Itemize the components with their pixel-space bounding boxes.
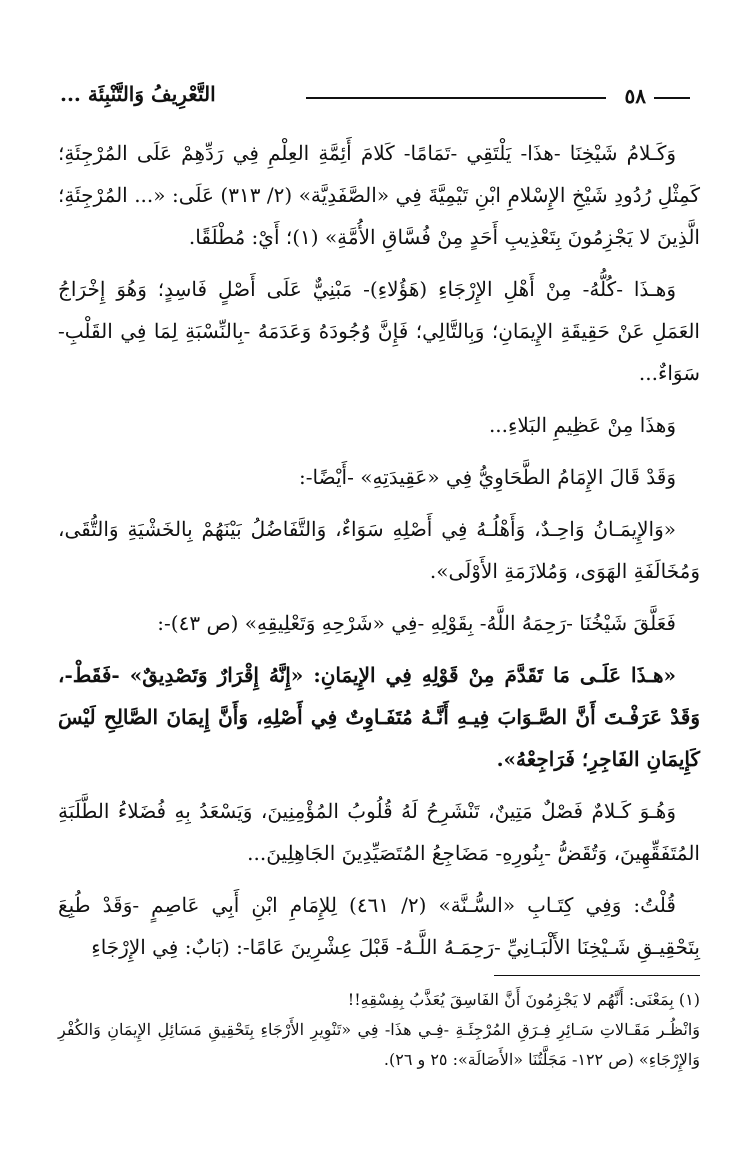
footnote-separator bbox=[494, 975, 700, 976]
paragraph: وَهـذَا -كُلُّهُ- مِنْ أَهْلِ الإِرْجَاءِ (هَؤُلاءِ)- مَبْنِيٌّ عَلَى أَصْلٍ فَاسِدٍ؛ وَهُوَ إِخْرَاجُ العَمَلِ عَنْ حَقِيقَةِ الإِيمَانِ؛ وَبِالتَّالِي؛ فَإِنَّ وُجُودَهُ وَعَدَمَهُ -بِالنِّسْبَةِ لِمَا فِي القَلْبِ- سَوَاءٌ... bbox=[58, 277, 700, 385]
footnote: (١) بِمَعْنَى: أَنَّهُم لا يَجْزِمُونَ أَنَّ الفَاسِقَ يُعَذَّبُ بِفِسْقِهِ!! bbox=[347, 990, 700, 1009]
paragraph: وَهُـوَ كَـلامٌ فَصْلٌ مَتِينٌ، تَنْشَرِحُ لَهُ قُلُوبُ المُؤْمِنِينَ، وَيَسْعَدُ بِهِ فُضَلاءُ الطَّلَبَةِ المُتَفَقِّهِينَ، وَتُقَضُّ -بِنُورِهِ- مَضَاجِعُ المُتَصَيِّدِينَ الجَاهِلِينَ... bbox=[58, 799, 700, 865]
footnotes bbox=[58, 985, 700, 1075]
header-rule-right bbox=[654, 97, 690, 99]
paragraph: وَقَدْ قَالَ الإِمَامُ الطَّحَاوِيُّ فِي «عَقِيدَتِهِ» -أَيْضًا-: bbox=[299, 465, 676, 489]
header-rule-middle bbox=[306, 97, 606, 99]
footnote: وَانْظُـر مَقَـالاتِ سَـائِرِ فِـرَقِ المُرْجِئَـةِ -فِـي هذَا- فِي «تَنْوِيرِ الأَرْجَاءِ بِتَحْقِيقِ مَسَائِلِ الإِيمَانِ وَالكُفْرِ وَالإِرْجَاءِ» (ص ١٢٢- مَجَلَّتُنَا «الأَصَالَة»: ٢٥ و ٢٦). bbox=[58, 1020, 701, 1069]
paragraph: قُلْتُ: وَفِي كِتَـابِ «السُّـنَّة» (٢/ ٤٦١) لِلإِمَامِ ابْنِ أَبِي عَاصِمٍ -وَقَدْ طُبِعَ بِتَحْقِيـقِ شَـيْخِنَا الأَلْبَـانِيِّ -رَحِمَـهُ اللَّـهُ- قَبْلَ عِشْرِينَ عَامًا-: (بَابٌ: فِي الإِرْجَاءِ bbox=[58, 893, 700, 959]
paragraph: فَعَلَّقَ شَيْخُنَا -رَحِمَهُ اللَّهُ- بِقَوْلِهِ -فِي «شَرْحِهِ وَتَعْلِيقِهِ» (ص ٤٣)-: bbox=[157, 611, 676, 635]
paragraph: وَهذَا مِنْ عَظِيمِ البَلاءِ... bbox=[488, 413, 676, 437]
paragraph: وَكَـلامُ شَيْخِنَا -هذَا- يَلْتَقِي -تَمَامًا- كَلامَ أَئِمَّةِ العِلْمِ فِي رَدِّهِمْ عَلَى المُرْجِئَةِ؛ كَمِثْلِ رُدُودِ شَيْخِ الإِسْلامِ ابْنِ تَيْمِيَّةَ فِي «الصَّفَدِيَّة» (٢/ ٣١٣) عَلَى: «... المُرْجِئَةِ؛ الَّذِينَ لا يَجْزِمُونَ بِتَعْذِيبِ أَحَدٍ مِنْ فُسَّاقِ الأُمَّةِ» (١)؛ أَيْ: مُطْلَقًا. bbox=[58, 141, 700, 249]
page-number: ٥٨ bbox=[624, 84, 646, 108]
running-title: التَّعْرِيفُ وَالتَّنْبِئَة ... bbox=[60, 82, 216, 106]
main-text bbox=[58, 132, 700, 978]
quote-paragraph: «وَالإِيمَـانُ وَاحِـدٌ، وَأَهْلُـهُ فِي أَصْلِهِ سَوَاءٌ، وَالتَّفَاضُلُ بَيْنَهُمْ بِالخَشْيَةِ وَالتُّقَى، وَمُخَالَفَةِ الهَوَى، وَمُلازَمَةِ الأَوْلَى». bbox=[58, 517, 700, 583]
quote-paragraph: «هـذَا عَلَـى مَا تَقَدَّمَ مِنْ قَوْلِهِ فِي الإِيمَانِ: «إِنَّهُ إِقْرَارٌ وَتَصْدِيقٌ» -فَقَطْ-، وَقَدْ عَرَفْـتَ أَنَّ الصَّـوَابَ فِيـهِ أَنَّـهُ مُتَفَـاوِتٌ فِي أَصْلِهِ، وَأَنَّ إِيمَانَ الصَّالِحِ لَيْسَ كَإِيمَانِ الفَاجِرِ؛ فَرَاجِعْهُ». bbox=[58, 663, 700, 771]
running-header bbox=[60, 80, 690, 120]
